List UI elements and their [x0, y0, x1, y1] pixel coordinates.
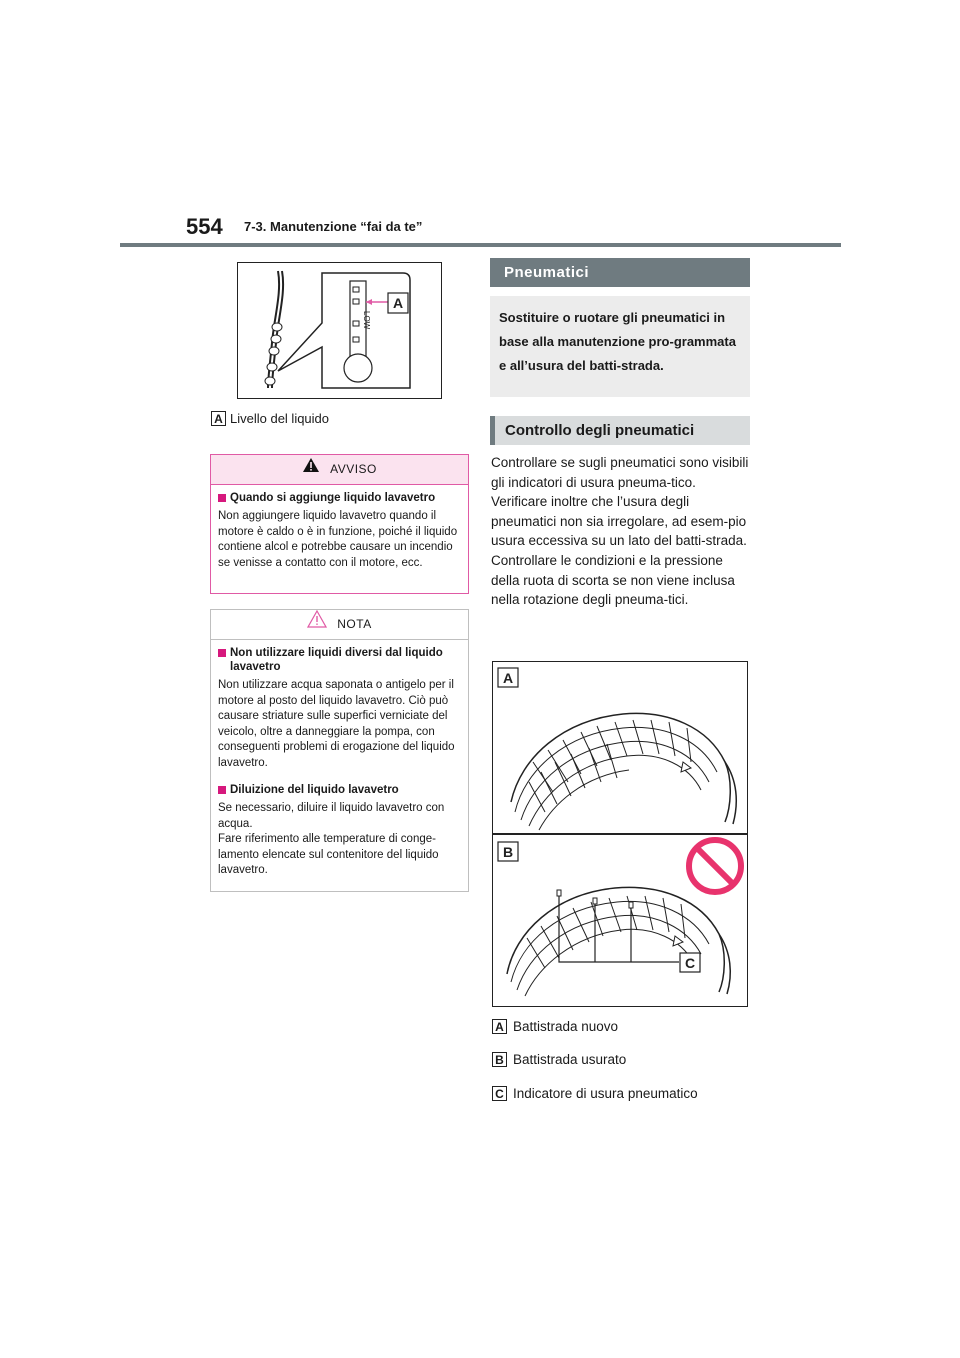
- caption-text: Indicatore di usura pneumatico: [513, 1086, 698, 1101]
- warning-item-text: Non aggiungere liquido lavavetro quando il motore è caldo o è in funzione, poiché il liquido contiene alcol e potrebbe causare un incendio se venisse a contatto con il motore, ecc.: [218, 510, 458, 569]
- caption-row: [492, 1086, 698, 1101]
- caption-text: Battistrada nuovo: [513, 1019, 619, 1034]
- dipstick-illustration: [238, 263, 441, 398]
- caption-text: Livello del liquido: [230, 411, 330, 426]
- caution-icon: [307, 610, 327, 639]
- tire-illustration: [493, 662, 747, 1006]
- section-title: 7-3. Manutenzione “fai da te”: [244, 219, 423, 234]
- header-rule: [120, 243, 841, 247]
- note-item-text: Se necessario, diluire il liquido lavavetro con acqua. Fare riferimento alle temperature di conge-lamento elencate sul contenitore del liquido lavavetro.: [218, 802, 445, 876]
- page-number: 554: [186, 214, 223, 239]
- caption-letter: A: [211, 411, 226, 426]
- warning-header: [211, 455, 468, 485]
- summary-box: Sostituire o ruotare gli pneumatici in base alla manutenzione pro-grammata e all’usura del batti-strada.: [490, 296, 750, 397]
- warning-box: [210, 454, 469, 594]
- callout-letter-a: A: [392, 295, 404, 311]
- note-box: [210, 609, 469, 892]
- bullet-square: [218, 494, 226, 502]
- section-heading: Pneumatici: [490, 258, 750, 287]
- caption-text: Battistrada usurato: [513, 1052, 627, 1067]
- tire-wear-figure: [492, 661, 748, 1007]
- caption-letter: B: [492, 1052, 507, 1067]
- note-item-text: Non utilizzare acqua saponata o antigelo per il motore al posto del liquido lavavetro. Ciò può causare striature sulle superfici verniciate del veicolo, oltre a danneggiare la pompa, con conseguenti problemi di erogazione del liquido lavavetro.: [218, 679, 455, 769]
- caption-row: [492, 1052, 626, 1067]
- note-item-title: Non utilizzare liquidi diversi dal liquido lavavetro: [230, 647, 443, 673]
- note-item-title: Diluizione del liquido lavavetro: [230, 784, 399, 796]
- caption-row: [492, 1019, 618, 1034]
- low-mark: LOW: [362, 311, 371, 330]
- tire-label-a: A: [502, 670, 514, 686]
- body-text: Controllare se sugli pneumatici sono visibili gli indicatori di usura pneuma-tico. Verificare inoltre che l’usura degli pneumatici non sia irregolare, ad esem-pio usura eccessiva su un lato del batti-strada. Controllare le condizioni e la pressione della ruota di scorta se non viene inclusa nella rotazione degli pneuma-tici.: [491, 455, 749, 608]
- note-header: [211, 610, 468, 640]
- washer-level-figure: [237, 262, 442, 399]
- left-figure-caption: [211, 411, 329, 426]
- tire-label-b: B: [502, 844, 514, 860]
- bullet-square: [218, 649, 226, 657]
- warning-title: AVVISO: [330, 462, 377, 476]
- warning-icon: [302, 455, 320, 484]
- subsection-heading: Controllo degli pneumatici: [490, 416, 750, 445]
- tire-label-c: C: [684, 955, 696, 971]
- caption-letter: C: [492, 1086, 507, 1101]
- warning-item-title: Quando si aggiunge liquido lavavetro: [230, 492, 436, 504]
- prohibited-icon: [689, 840, 741, 892]
- new-tire: [511, 713, 736, 830]
- bullet-square: [218, 786, 226, 794]
- note-title: NOTA: [337, 617, 372, 631]
- caption-letter: A: [492, 1019, 507, 1034]
- worn-tire: [507, 887, 730, 996]
